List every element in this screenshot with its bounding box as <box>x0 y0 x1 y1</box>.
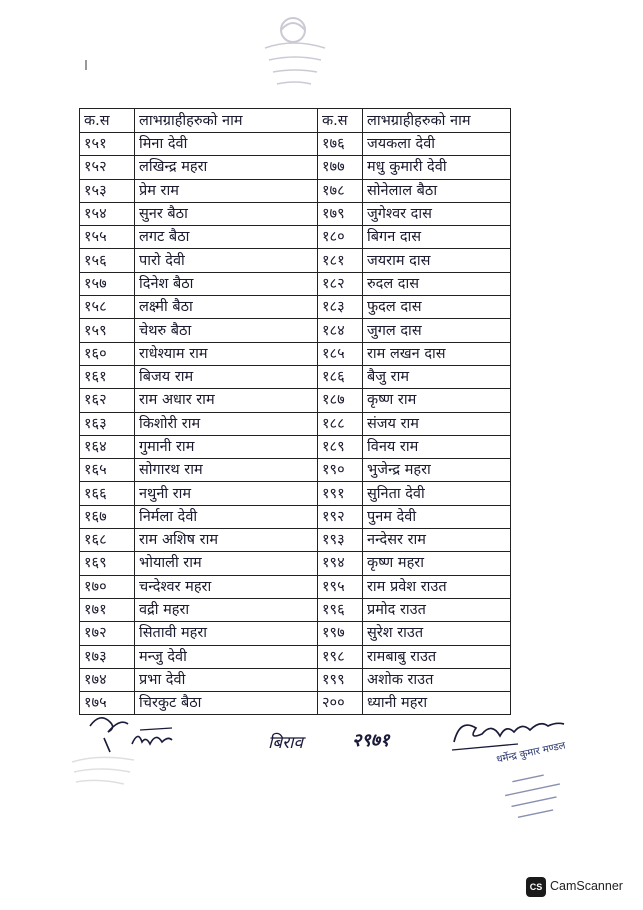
name-left-cell: राधेश्याम राम <box>135 342 318 365</box>
beneficiary-table <box>79 108 511 715</box>
serial-left-cell: १६९ <box>80 552 135 575</box>
name-left-cell: राम अधार राम <box>135 389 318 412</box>
serial-right-cell: १८५ <box>318 342 363 365</box>
officer-name: धर्मेन्द्र कुमार मण्डल <box>495 740 567 766</box>
name-left-cell: लगट बैठा <box>135 226 318 249</box>
table-row <box>80 226 511 249</box>
name-left-cell: प्रभा देवी <box>135 668 318 691</box>
name-right-cell: विनय राम <box>363 435 511 458</box>
name-right-cell: जयकला देवी <box>363 133 511 156</box>
serial-right-cell: १८१ <box>318 249 363 272</box>
name-left-cell: राम अशिष राम <box>135 529 318 552</box>
total-value: २९७१ <box>352 730 390 751</box>
header-serial-right: क.स <box>318 109 363 133</box>
serial-left-cell: १५२ <box>80 156 135 179</box>
table-row <box>80 365 511 388</box>
serial-right-cell: १८४ <box>318 319 363 342</box>
serial-left-cell: १७४ <box>80 668 135 691</box>
name-left-cell: लखिन्द्र महरा <box>135 156 318 179</box>
name-right-cell: अशोक राउत <box>363 668 511 691</box>
serial-left-cell: १५९ <box>80 319 135 342</box>
header-name-left: लाभग्राहीहरुको नाम <box>135 109 318 133</box>
serial-right-cell: १८८ <box>318 412 363 435</box>
officer-stamp <box>492 770 572 825</box>
serial-left-cell: १५१ <box>80 133 135 156</box>
serial-left-cell: १६६ <box>80 482 135 505</box>
serial-left-cell: १६५ <box>80 459 135 482</box>
total-label: बिराव <box>268 733 303 753</box>
name-left-cell: पारो देवी <box>135 249 318 272</box>
table-row <box>80 342 511 365</box>
serial-right-cell: १७६ <box>318 133 363 156</box>
name-right-cell: जुगेश्वर दास <box>363 202 511 225</box>
table-header-row <box>80 109 511 133</box>
serial-left-cell: १५५ <box>80 226 135 249</box>
serial-left-cell: १७० <box>80 575 135 598</box>
name-right-cell: राम लखन दास <box>363 342 511 365</box>
table-row <box>80 156 511 179</box>
table-row <box>80 389 511 412</box>
name-left-cell: चन्देश्वर महरा <box>135 575 318 598</box>
table-row <box>80 202 511 225</box>
name-left-cell: सुनर बैठा <box>135 202 318 225</box>
name-right-cell: कृष्ण महरा <box>363 552 511 575</box>
table-row <box>80 505 511 528</box>
serial-left-cell: १६८ <box>80 529 135 552</box>
name-right-cell: सुनिता देवी <box>363 482 511 505</box>
name-right-cell: रामबाबु राउत <box>363 645 511 668</box>
serial-left-cell: १५३ <box>80 179 135 202</box>
table-row <box>80 249 511 272</box>
name-left-cell: लक्ष्मी बैठा <box>135 296 318 319</box>
serial-right-cell: १८२ <box>318 272 363 295</box>
serial-left-cell: १५७ <box>80 272 135 295</box>
serial-right-cell: १८७ <box>318 389 363 412</box>
header-name-right: लाभग्राहीहरुको नाम <box>363 109 511 133</box>
table-row <box>80 319 511 342</box>
serial-left-cell: १७३ <box>80 645 135 668</box>
name-left-cell: वद्री महरा <box>135 598 318 621</box>
name-left-cell: बिजय राम <box>135 365 318 388</box>
name-right-cell: बैजु राम <box>363 365 511 388</box>
table-row <box>80 575 511 598</box>
name-right-cell: मधु कुमारी देवी <box>363 156 511 179</box>
serial-left-cell: १६२ <box>80 389 135 412</box>
table-row <box>80 179 511 202</box>
name-left-cell: निर्मला देवी <box>135 505 318 528</box>
table-row <box>80 412 511 435</box>
name-right-cell: सोनेलाल बैठा <box>363 179 511 202</box>
name-right-cell: जुगल दास <box>363 319 511 342</box>
name-right-cell: पुनम देवी <box>363 505 511 528</box>
table-body <box>80 133 511 715</box>
table-row <box>80 598 511 621</box>
name-left-cell: गुमानी राम <box>135 435 318 458</box>
page-edge-mark <box>85 60 87 70</box>
name-right-cell: प्रमोद राउत <box>363 598 511 621</box>
serial-left-cell: १६३ <box>80 412 135 435</box>
serial-right-cell: १९७ <box>318 622 363 645</box>
serial-right-cell: १७७ <box>318 156 363 179</box>
table-row <box>80 645 511 668</box>
serial-left-cell: १७५ <box>80 692 135 715</box>
name-right-cell: जयराम दास <box>363 249 511 272</box>
name-left-cell: नथुनी राम <box>135 482 318 505</box>
serial-right-cell: १९६ <box>318 598 363 621</box>
serial-right-cell: १९१ <box>318 482 363 505</box>
serial-left-cell: १६७ <box>80 505 135 528</box>
serial-right-cell: १९४ <box>318 552 363 575</box>
serial-right-cell: १७९ <box>318 202 363 225</box>
name-right-cell: रुदल दास <box>363 272 511 295</box>
name-left-cell: चेथरु बैठा <box>135 319 318 342</box>
serial-left-cell: १६४ <box>80 435 135 458</box>
name-right-cell: राम प्रवेश राउत <box>363 575 511 598</box>
name-left-cell: किशोरी राम <box>135 412 318 435</box>
name-right-cell: भुजेन्द्र महरा <box>363 459 511 482</box>
serial-left-cell: १५८ <box>80 296 135 319</box>
table-row <box>80 133 511 156</box>
camscanner-label: CamScanner <box>550 879 623 893</box>
serial-left-cell: १७१ <box>80 598 135 621</box>
name-left-cell: सितावी महरा <box>135 622 318 645</box>
serial-right-cell: १९२ <box>318 505 363 528</box>
name-left-cell: दिनेश बैठा <box>135 272 318 295</box>
serial-right-cell: १९३ <box>318 529 363 552</box>
name-right-cell: संजय राम <box>363 412 511 435</box>
camscanner-logo-icon: CS <box>526 877 546 897</box>
table-row <box>80 668 511 691</box>
serial-left-cell: १६१ <box>80 365 135 388</box>
serial-right-cell: १८३ <box>318 296 363 319</box>
name-left-cell: चिरकुट बैठा <box>135 692 318 715</box>
serial-right-cell: १७८ <box>318 179 363 202</box>
name-right-cell: नन्देसर राम <box>363 529 511 552</box>
serial-left-cell: १५६ <box>80 249 135 272</box>
serial-right-cell: १८६ <box>318 365 363 388</box>
office-seal-stamp <box>255 8 335 96</box>
name-right-cell: सुरेश राउत <box>363 622 511 645</box>
name-left-cell: मिना देवी <box>135 133 318 156</box>
table-row <box>80 272 511 295</box>
table-row <box>80 435 511 458</box>
table-row <box>80 529 511 552</box>
table-row <box>80 296 511 319</box>
faded-stamp <box>68 752 138 792</box>
serial-left-cell: १७२ <box>80 622 135 645</box>
table-row <box>80 459 511 482</box>
serial-left-cell: १६० <box>80 342 135 365</box>
name-left-cell: मन्जु देवी <box>135 645 318 668</box>
serial-right-cell: २०० <box>318 692 363 715</box>
serial-right-cell: १८९ <box>318 435 363 458</box>
table-row <box>80 622 511 645</box>
serial-right-cell: १९० <box>318 459 363 482</box>
name-left-cell: भोयाली राम <box>135 552 318 575</box>
serial-right-cell: १८० <box>318 226 363 249</box>
name-left-cell: प्रेम राम <box>135 179 318 202</box>
serial-left-cell: १५४ <box>80 202 135 225</box>
serial-right-cell: १९९ <box>318 668 363 691</box>
serial-right-cell: १९५ <box>318 575 363 598</box>
name-right-cell: ध्यानी महरा <box>363 692 511 715</box>
table-row <box>80 552 511 575</box>
name-right-cell: कृष्ण राम <box>363 389 511 412</box>
name-left-cell: सोगारथ राम <box>135 459 318 482</box>
name-right-cell: बिगन दास <box>363 226 511 249</box>
serial-right-cell: १९८ <box>318 645 363 668</box>
left-signature <box>80 708 190 758</box>
name-right-cell: फुदल दास <box>363 296 511 319</box>
table-row <box>80 482 511 505</box>
header-serial-left: क.स <box>80 109 135 133</box>
